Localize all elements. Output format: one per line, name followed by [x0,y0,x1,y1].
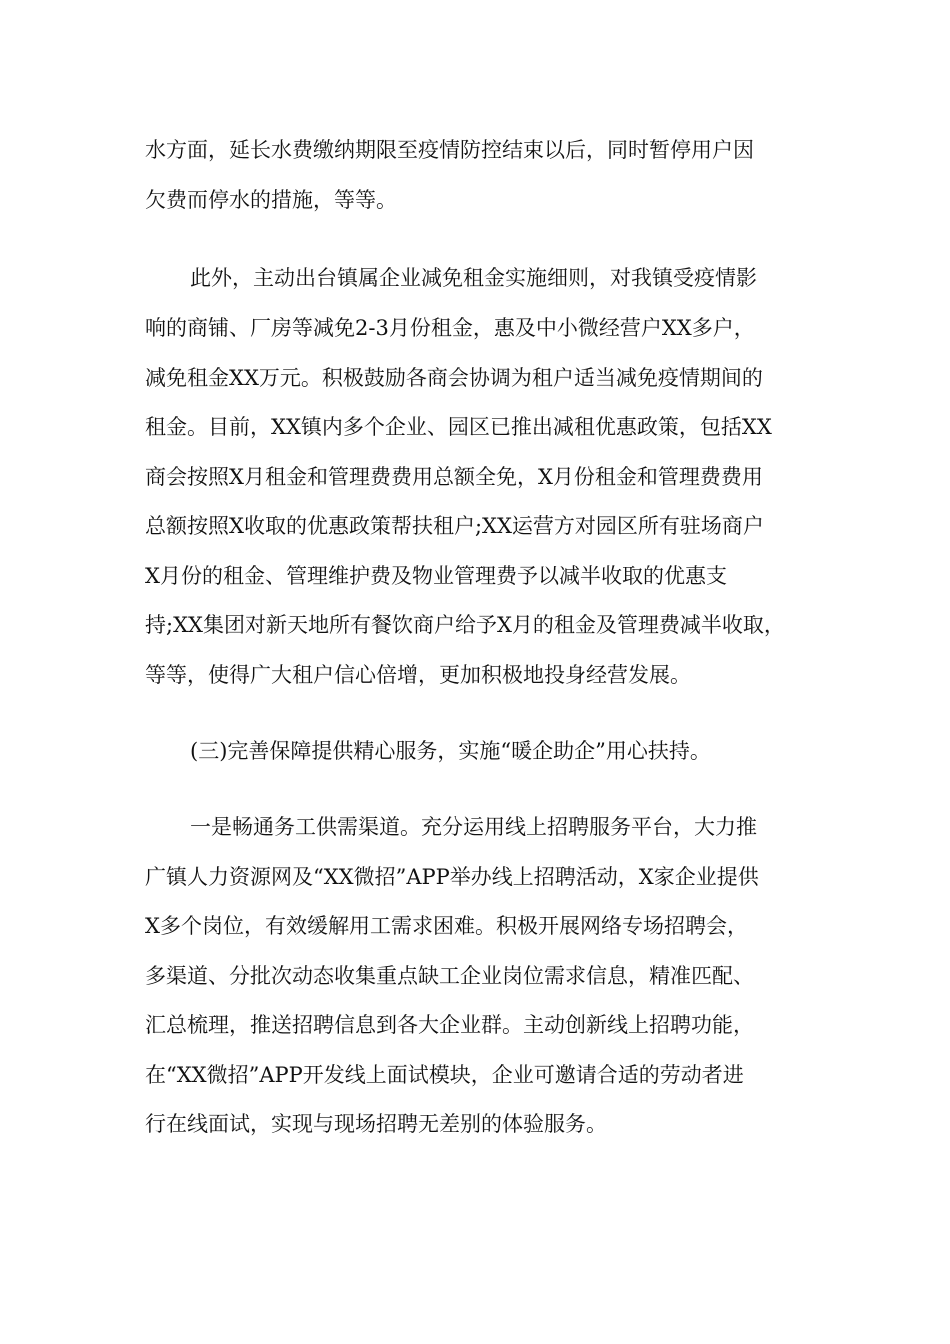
text-line: 商会按照X月租金和管理费费用总额全免，X月份租金和管理费费用 [145,465,763,489]
text-line: 总额按照X收取的优惠政策帮扶租户;XX运营方对园区所有驻场商户 [145,514,764,538]
text-line: 响的商铺、厂房等减免2-3月份租金，惠及中小微经营户XX多户， [145,316,755,340]
text-line: 广镇人力资源网及“XX微招”APP举办线上招聘活动，X家企业提供 [145,865,759,889]
text-line: 租金。目前，XX镇内多个企业、园区已推出减租优惠政策，包括XX [145,415,772,439]
text-line: 持;XX集团对新天地所有餐饮商户给予X月的租金及管理费减半收取， [145,613,785,637]
text-line: 多渠道、分批次动态收集重点缺工企业岗位需求信息，精准匹配、 [145,964,754,988]
text-line: 等等，使得广大租户信心倍增，更加积极地投身经营发展。 [145,663,691,687]
text-line: 一是畅通务工供需渠道。充分运用线上招聘服务平台，大力推 [190,815,757,839]
text-line: X月份的租金、管理维护费及物业管理费予以减半收取的优惠支 [145,564,727,588]
text-line: X多个岗位，有效缓解用工需求困难。积极开展网络专场招聘会， [145,914,748,938]
section-heading: (三)完善保障提供精心服务，实施“暖企助企”用心扶持。 [190,739,711,763]
text-line: 欠费而停水的措施，等等。 [145,188,397,212]
text-line: 行在线面试，实现与现场招聘无差别的体验服务。 [145,1112,607,1136]
text-line: 此外，主动出台镇属企业减免租金实施细则，对我镇受疫情影 [190,266,757,290]
text-line: 减免租金XX万元。积极鼓励各商会协调为租户适当减免疫情期间的 [145,366,763,390]
text-line: 汇总梳理，推送招聘信息到各大企业群。主动创新线上招聘功能， [145,1013,754,1037]
text-line: 水方面，延长水费缴纳期限至疫情防控结束以后，同时暂停用户因 [145,138,754,162]
text-line: 在“XX微招”APP开发线上面试模块，企业可邀请合适的劳动者进 [145,1063,744,1087]
